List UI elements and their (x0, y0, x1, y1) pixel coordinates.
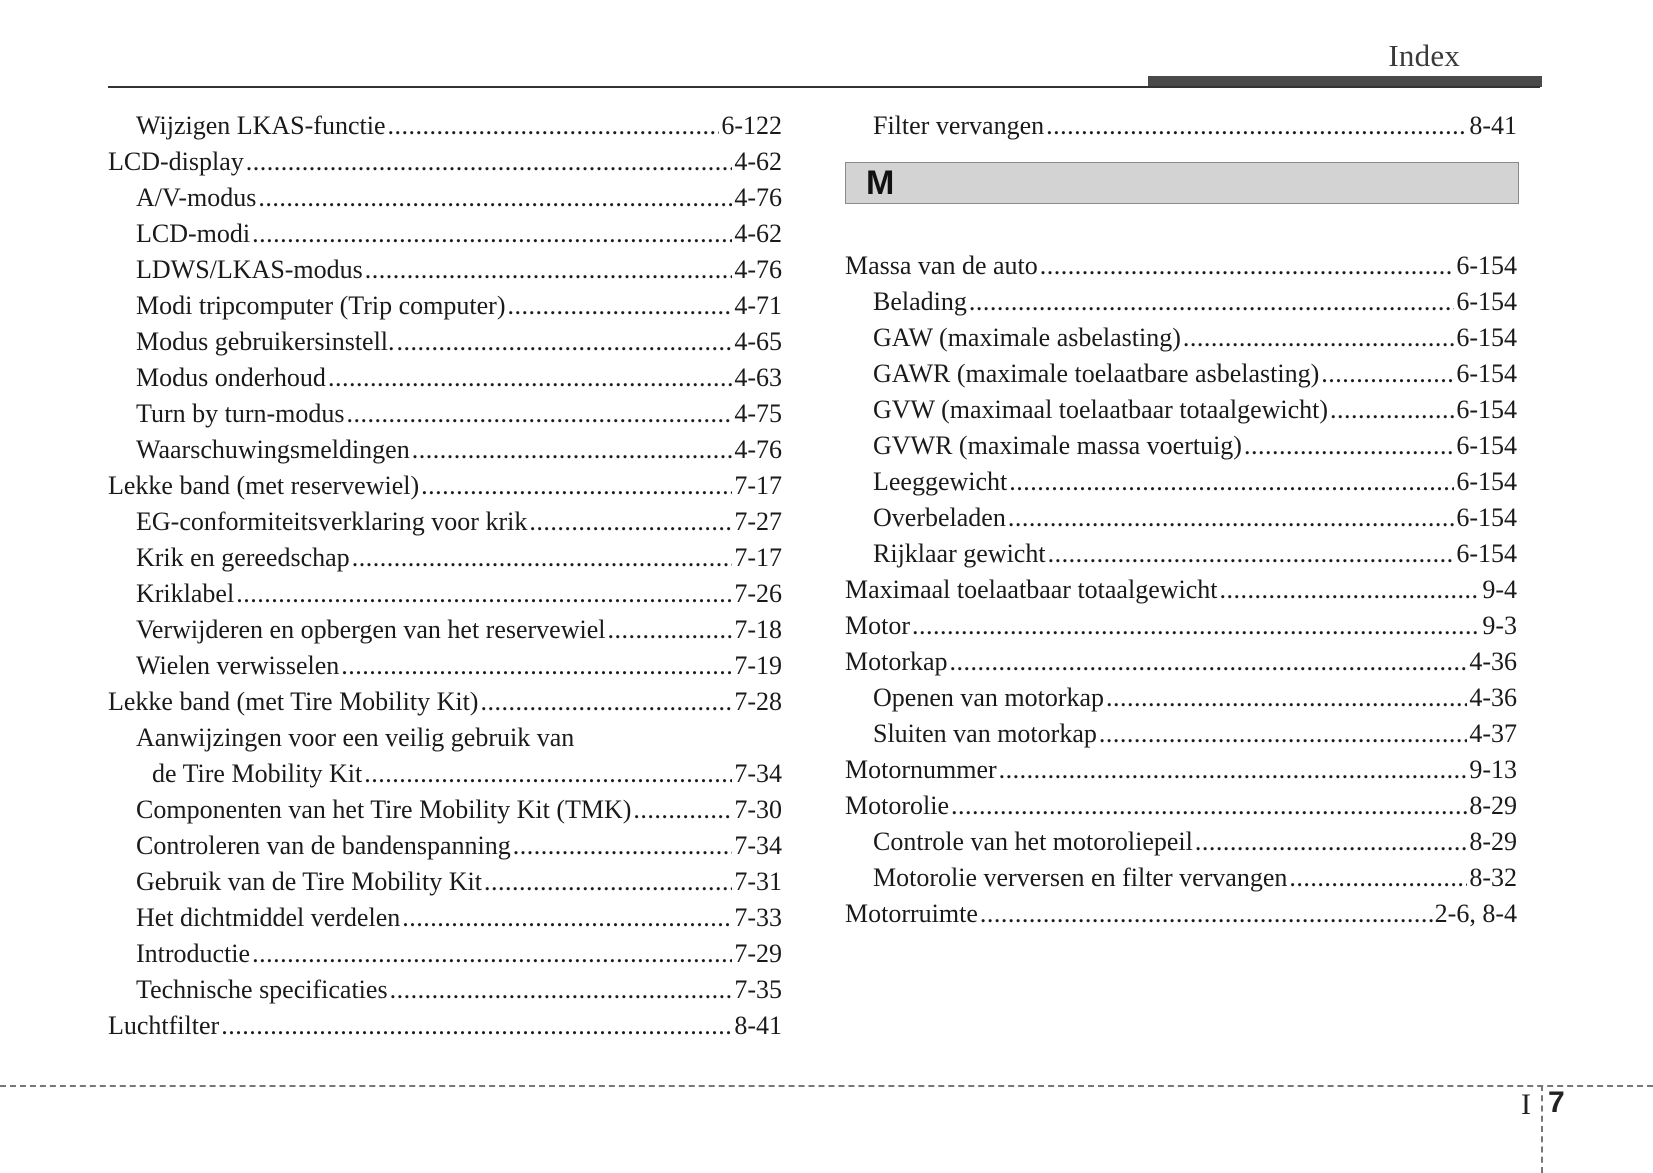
index-term: EG-conformiteitsverklaring voor krik (136, 507, 528, 536)
dot-leader (328, 360, 732, 396)
index-term: Motorkap (845, 647, 948, 676)
index-entry (108, 396, 782, 432)
dot-leader (484, 864, 732, 900)
dot-leader (608, 612, 733, 648)
index-entry (108, 900, 782, 936)
index-term: Overbeladen (873, 503, 1006, 532)
index-page-ref: 9-3 (1482, 611, 1517, 640)
index-entry (108, 324, 782, 360)
index-entry (108, 576, 782, 612)
index-page-ref: 8-41 (734, 1011, 782, 1040)
index-column-right (845, 108, 1517, 932)
index-term: LCD-display (108, 147, 244, 176)
index-term: Motorolie verversen en filter vervangen (873, 863, 1288, 892)
dot-leader (341, 648, 732, 684)
page-header-title: Index (1388, 38, 1460, 73)
index-page-ref: 4-65 (734, 327, 782, 356)
index-entry (845, 788, 1517, 824)
index-term: Motor (845, 611, 910, 640)
dot-leader (950, 644, 1468, 680)
index-page-ref: 7-29 (734, 939, 782, 968)
index-page-ref: 7-30 (734, 795, 782, 824)
index-entry (845, 752, 1517, 788)
index-entry (108, 684, 782, 720)
index-entry (845, 428, 1517, 464)
index-page-ref: 8-41 (1469, 111, 1517, 140)
dot-leader (1106, 680, 1467, 716)
index-page-ref: 7-17 (734, 543, 782, 572)
index-term: Wielen verwisselen (136, 651, 340, 680)
index-page-ref: 7-33 (734, 903, 782, 932)
index-entry (108, 720, 782, 756)
index-term: Rijklaar gewicht (873, 539, 1046, 568)
index-term: LDWS/LKAS-modus (136, 255, 363, 284)
index-entry (108, 504, 782, 540)
index-term: Kriklabel (136, 579, 235, 608)
dot-leader (529, 504, 732, 540)
header-rule (108, 86, 1540, 88)
dot-leader (1046, 108, 1467, 144)
index-page-ref: 4-37 (1469, 719, 1517, 748)
index-term: Modus onderhoud (136, 363, 326, 392)
index-term: Introductie (136, 939, 251, 968)
index-page-ref: 6-154 (1456, 359, 1517, 388)
index-page-ref: 6-154 (1456, 467, 1517, 496)
index-term: Maximaal toelaatbaar totaalgewicht (845, 575, 1218, 604)
index-entry (845, 108, 1517, 144)
index-entry (108, 540, 782, 576)
index-term: Sluiten van motorkap (873, 719, 1097, 748)
index-entry (845, 644, 1517, 680)
index-term: A/V-modus (136, 183, 257, 212)
index-column-left (108, 108, 782, 1044)
index-page-ref: 6-154 (1456, 503, 1517, 532)
dot-leader (1330, 392, 1454, 428)
index-page-ref: 7-17 (734, 471, 782, 500)
index-term: Technische specificaties (136, 975, 388, 1004)
index-page-ref: 7-27 (734, 507, 782, 536)
index-page-ref: 6-154 (1456, 251, 1517, 280)
index-page-ref: 4-75 (734, 399, 782, 428)
index-entry (845, 284, 1517, 320)
index-entry (108, 792, 782, 828)
dot-leader (388, 108, 720, 144)
index-term: Gebruik van de Tire Mobility Kit (136, 867, 482, 896)
index-page-ref: 4-36 (1469, 683, 1517, 712)
dot-leader (951, 788, 1467, 824)
index-entry (108, 756, 782, 792)
index-entry (108, 108, 782, 144)
index-term: Aanwijzingen voor een veilig gebruik van (136, 723, 575, 752)
dot-leader (421, 468, 732, 504)
index-term: Het dichtmiddel verdelen (136, 903, 401, 932)
index-entry (108, 612, 782, 648)
footer-page-number: 7 (1548, 1086, 1565, 1119)
dot-leader (513, 828, 733, 864)
dot-leader (1244, 428, 1454, 464)
dot-leader (1009, 464, 1454, 500)
index-entry (108, 180, 782, 216)
index-entry (845, 356, 1517, 392)
dot-leader (397, 324, 733, 360)
dot-leader (221, 1008, 732, 1044)
index-term: LCD-modi (136, 219, 251, 248)
index-term: Motorruimte (845, 899, 978, 928)
index-term: GVW (maximaal toelaatbaar totaalgewicht) (873, 395, 1329, 424)
dot-leader (1040, 248, 1455, 284)
footer-section-label: I (1521, 1088, 1531, 1121)
index-term: de Tire Mobility Kit (152, 759, 363, 788)
index-right-main-entries (845, 248, 1517, 932)
index-entry (845, 500, 1517, 536)
index-entry (845, 320, 1517, 356)
index-term: Turn by turn-modus (136, 399, 345, 428)
index-entry (108, 216, 782, 252)
index-page-ref: 6-154 (1456, 431, 1517, 460)
index-term: Modi tripcomputer (Trip computer) (136, 291, 506, 320)
index-page-ref: 4-62 (734, 147, 782, 176)
index-entry (108, 432, 782, 468)
index-term: Lekke band (met reservewiel) (108, 471, 420, 500)
index-entry (845, 536, 1517, 572)
index-term: Modus gebruikersinstell. (136, 327, 395, 356)
dot-leader (912, 608, 1480, 644)
index-page-ref: 7-28 (734, 687, 782, 716)
index-entry (108, 972, 782, 1008)
index-page-ref: 8-32 (1469, 863, 1517, 892)
dot-leader (507, 288, 732, 324)
index-page-ref: 6-154 (1456, 287, 1517, 316)
dot-leader (980, 896, 1433, 932)
index-page-ref: 6-154 (1456, 395, 1517, 424)
dot-leader (1195, 824, 1467, 860)
dot-leader (969, 284, 1454, 320)
index-term: Openen van motorkap (873, 683, 1105, 712)
index-page-ref: 4-76 (734, 255, 782, 284)
index-page-ref: 7-18 (734, 615, 782, 644)
index-entry (108, 1008, 782, 1044)
index-page-ref: 7-19 (734, 651, 782, 680)
index-term: Leeggewicht (873, 467, 1008, 496)
dot-leader (1048, 536, 1455, 572)
dot-leader (999, 752, 1468, 788)
index-term: Controle van het motoroliepeil (873, 827, 1193, 856)
dot-leader (390, 972, 733, 1008)
index-term: Componenten van het Tire Mobility Kit (TMK) (136, 795, 632, 824)
index-page-ref: 4-63 (734, 363, 782, 392)
index-term: Motorolie (845, 791, 949, 820)
index-page-ref: 6-154 (1456, 323, 1517, 352)
dot-leader (1220, 572, 1481, 608)
index-term: Controleren van de bandenspanning (136, 831, 511, 860)
index-term: Wijzigen LKAS-functie (136, 111, 386, 140)
dot-leader (352, 540, 733, 576)
index-term: Massa van de auto (845, 251, 1038, 280)
index-page-ref: 9-4 (1482, 575, 1517, 604)
section-letter-header (845, 162, 1519, 204)
index-page-ref: 4-36 (1469, 647, 1517, 676)
dot-leader (252, 936, 732, 972)
index-entry (845, 680, 1517, 716)
dot-leader (1183, 320, 1454, 356)
dot-leader (246, 144, 733, 180)
index-entry (845, 608, 1517, 644)
index-page-ref: 6-154 (1456, 539, 1517, 568)
dot-leader (412, 432, 733, 468)
index-page-ref: 7-34 (734, 759, 782, 788)
index-page-ref: 6-122 (721, 111, 782, 140)
index-page-ref: 2-6, 8-4 (1434, 899, 1517, 928)
index-entry (108, 288, 782, 324)
index-term: Belading (873, 287, 967, 316)
index-term: GAW (maximale asbelasting) (873, 323, 1181, 352)
index-entry (845, 572, 1517, 608)
dot-leader (480, 684, 732, 720)
dot-leader (1289, 860, 1467, 896)
footer-dashed-rule (0, 1085, 1653, 1087)
index-term: Lekke band (met Tire Mobility Kit) (108, 687, 479, 716)
dot-leader (252, 216, 732, 252)
section-letter: M (866, 163, 895, 202)
index-page-ref: 7-26 (734, 579, 782, 608)
index-entry (108, 648, 782, 684)
index-page-ref: 7-35 (734, 975, 782, 1004)
index-entry (845, 716, 1517, 752)
index-entry (845, 392, 1517, 428)
index-term: Motornummer (845, 755, 997, 784)
index-page-ref: 8-29 (1469, 827, 1517, 856)
index-entry (108, 144, 782, 180)
index-right-top-entries (845, 108, 1517, 144)
index-entry (108, 828, 782, 864)
index-term: Filter vervangen (873, 111, 1045, 140)
dot-leader (347, 396, 733, 432)
index-entry (845, 860, 1517, 896)
dot-leader (1321, 356, 1454, 392)
index-page-ref: 4-62 (734, 219, 782, 248)
index-term: Waarschuwingsmeldingen (136, 435, 410, 464)
index-entry (108, 468, 782, 504)
index-entry (108, 252, 782, 288)
index-term: GAWR (maximale toelaatbare asbelasting) (873, 359, 1320, 388)
dot-leader (236, 576, 732, 612)
dot-leader (402, 900, 732, 936)
dot-leader (258, 180, 732, 216)
dot-leader (364, 756, 732, 792)
index-term: Verwijderen en opbergen van het reservewiel (136, 615, 606, 644)
dot-leader (1099, 716, 1467, 752)
index-page-ref: 9-13 (1469, 755, 1517, 784)
index-entry (108, 936, 782, 972)
index-entry (108, 360, 782, 396)
index-entry (845, 248, 1517, 284)
index-page-ref: 4-76 (734, 183, 782, 212)
index-entry (108, 864, 782, 900)
index-page-ref: 8-29 (1469, 791, 1517, 820)
index-page-ref: 7-31 (734, 867, 782, 896)
dot-leader (1008, 500, 1455, 536)
index-page-ref: 7-34 (734, 831, 782, 860)
index-page-ref: 4-71 (734, 291, 782, 320)
index-entry (845, 896, 1517, 932)
index-page-ref: 4-76 (734, 435, 782, 464)
dot-leader (365, 252, 733, 288)
index-term: GVWR (maximale massa voertuig) (873, 431, 1242, 460)
dot-leader (633, 792, 732, 828)
index-term: Krik en gereedschap (136, 543, 350, 572)
index-entry (845, 824, 1517, 860)
index-term: Luchtfilter (108, 1011, 220, 1040)
index-entry (845, 464, 1517, 500)
footer-dashed-divider (1541, 1085, 1543, 1173)
